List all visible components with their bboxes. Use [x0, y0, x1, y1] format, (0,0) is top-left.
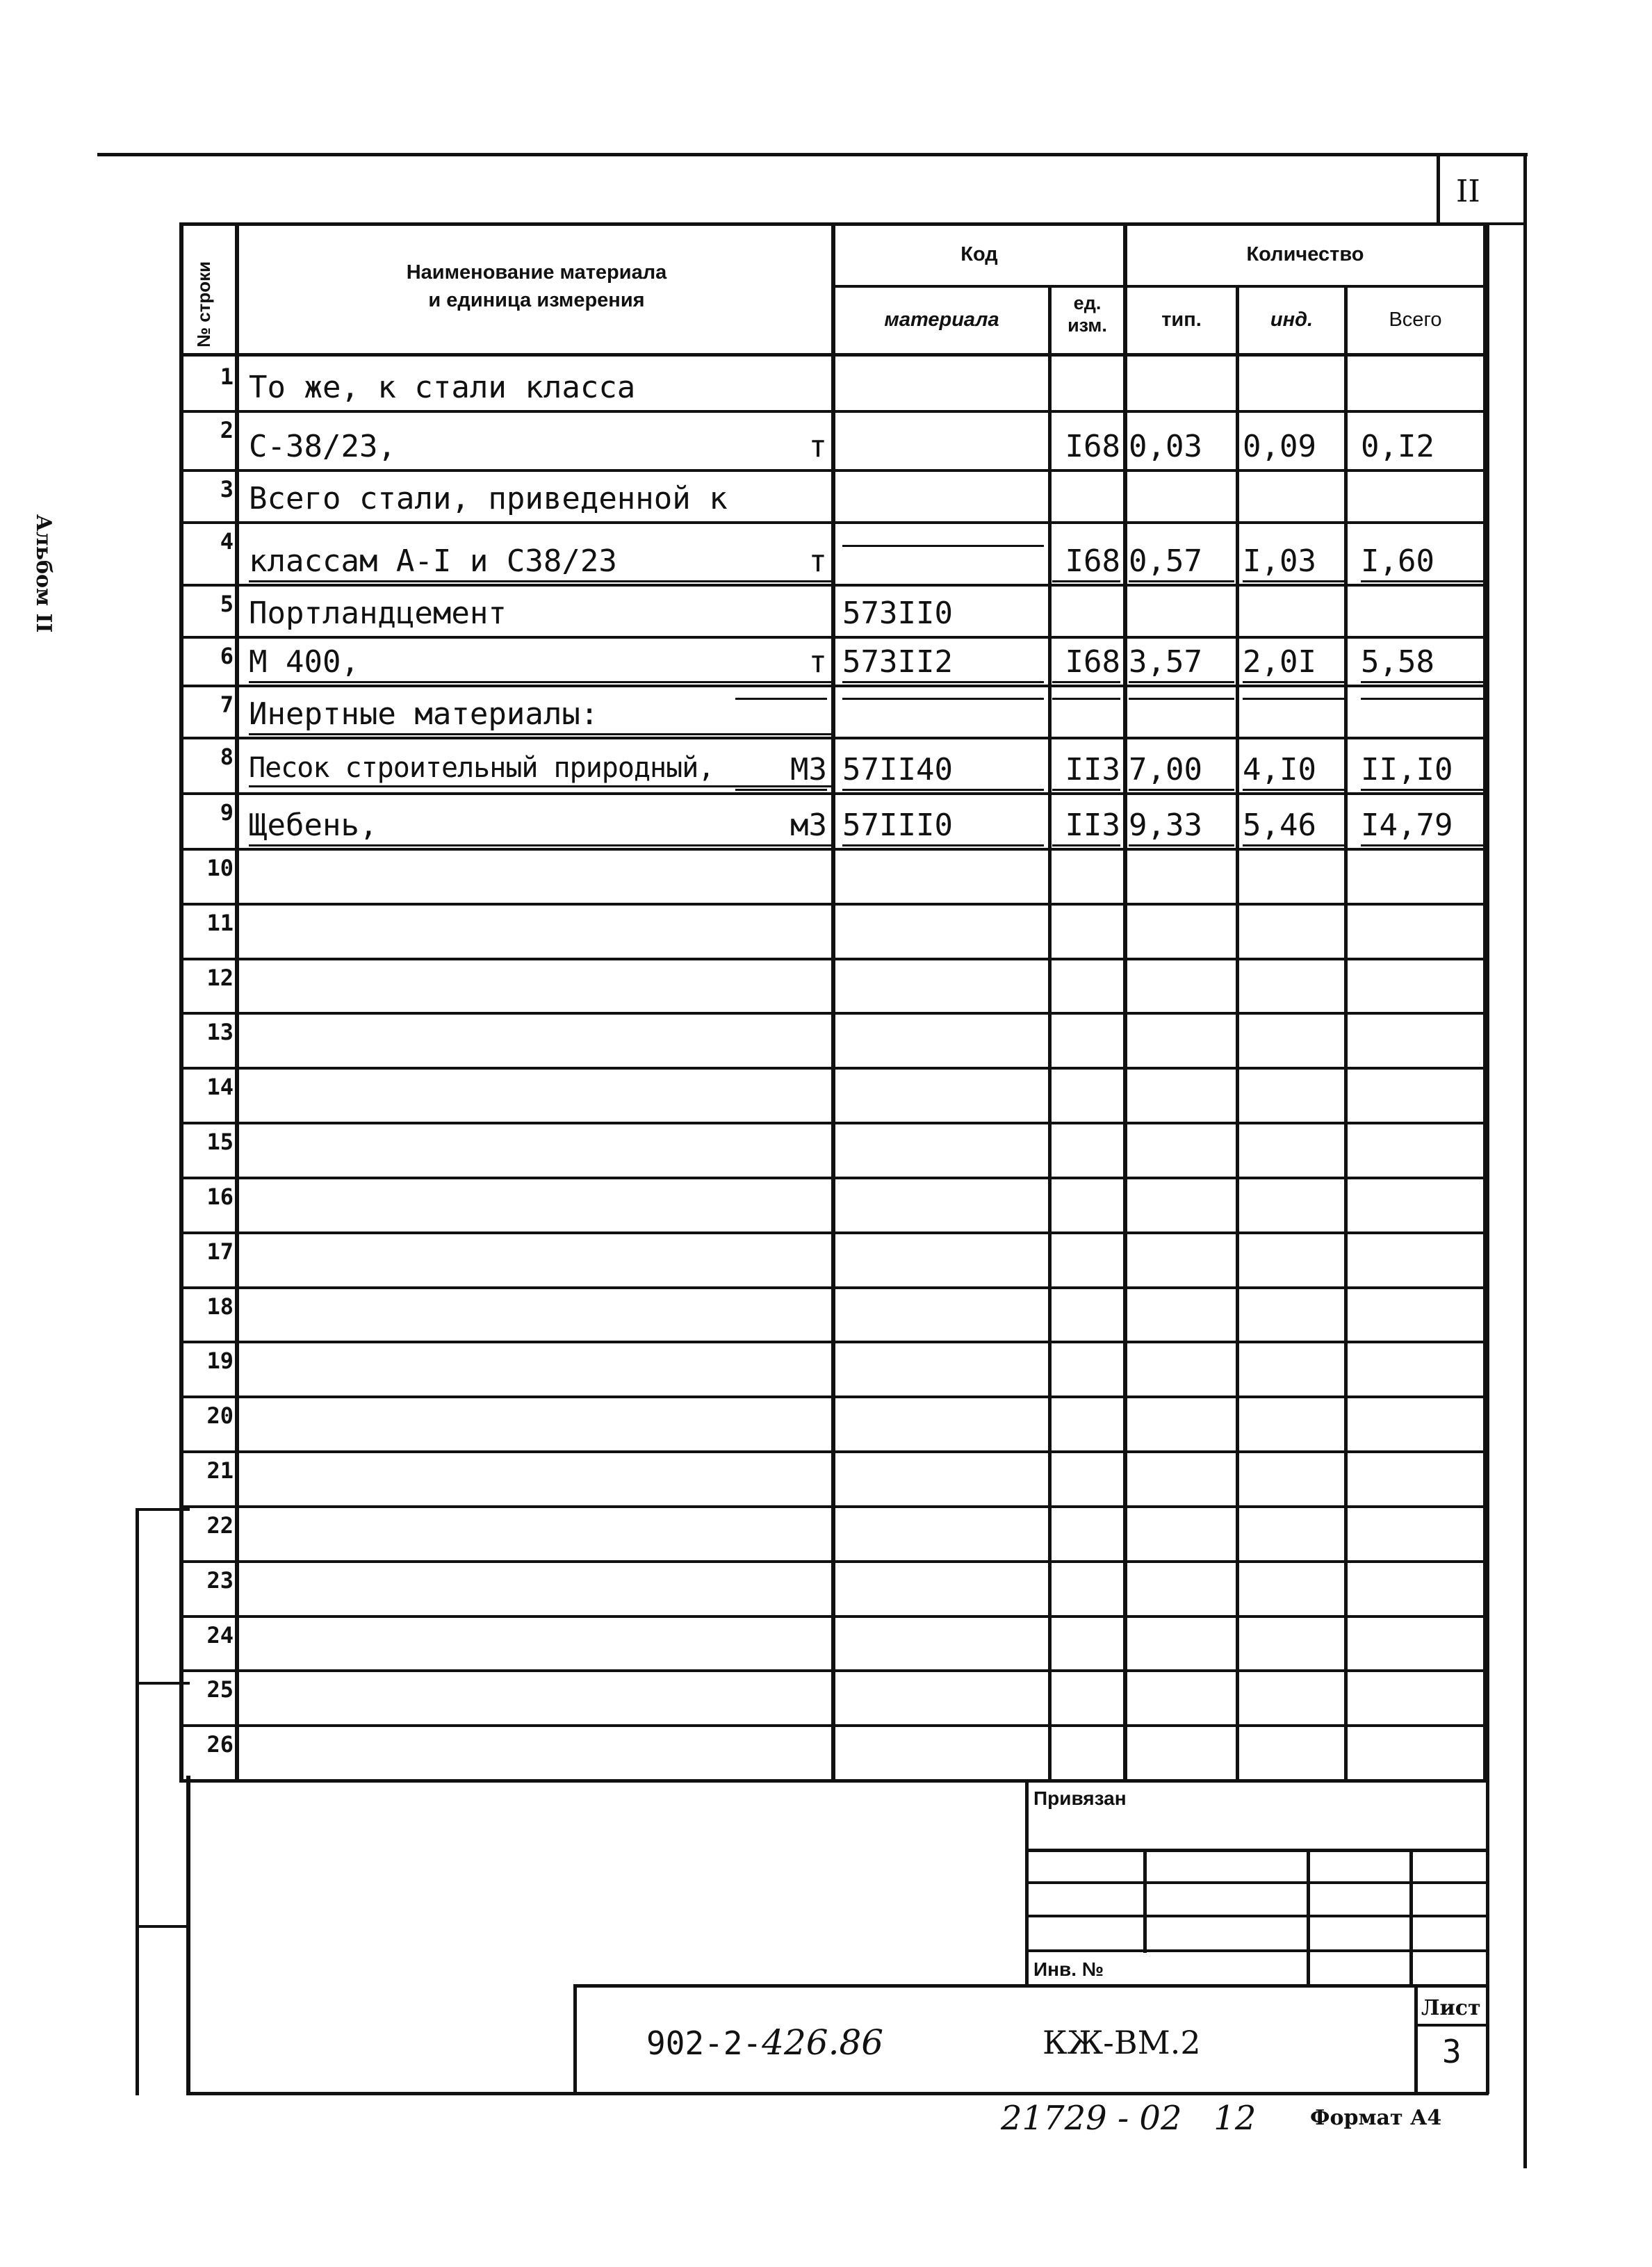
row-separator	[179, 1560, 1487, 1563]
material-name: Всего стали, приведенной к	[249, 481, 728, 516]
row-separator	[179, 584, 1487, 587]
stamp-v-line-1	[1143, 1849, 1147, 1953]
qty-typical: 0,57	[1129, 543, 1234, 582]
row-separator	[179, 1341, 1487, 1343]
unit-code: II3	[1052, 808, 1120, 846]
side-album-label: Альбом II	[31, 514, 56, 633]
row-number: 26	[206, 1731, 234, 1758]
qty-typical: 0,03	[1129, 429, 1202, 464]
qty-individual: 5,46	[1243, 808, 1344, 846]
row-number: 5	[220, 591, 234, 617]
row-number: 22	[206, 1512, 234, 1539]
row-number: 12	[206, 965, 234, 991]
material-name: То же, к стали класса	[249, 370, 636, 405]
row-separator	[179, 410, 1487, 413]
header-subline	[831, 285, 1487, 288]
doc-number-printed: 902-2-	[646, 2024, 762, 2062]
unit-of-measure: т	[808, 429, 827, 464]
row-number: 24	[206, 1622, 234, 1648]
header-code-material: материала	[884, 309, 999, 331]
doc-number	[646, 2022, 883, 2063]
row-number: 4	[220, 528, 234, 555]
row-separator	[179, 903, 1487, 906]
outer-right-border	[1523, 153, 1527, 2168]
row-separator	[179, 1177, 1487, 1179]
material-code: 573II0	[842, 596, 953, 631]
qty-total: I,60	[1361, 543, 1483, 582]
row-separator	[179, 521, 1487, 524]
qty-total: I4,79	[1361, 808, 1483, 846]
top-border-line	[97, 153, 1528, 156]
header-quantity: Количество	[1246, 243, 1364, 265]
col-line-material	[1048, 286, 1052, 1783]
unit-of-measure: т	[735, 543, 827, 582]
qty-individual: 4,I0	[1243, 752, 1344, 791]
qty-individual: I,03	[1243, 543, 1344, 582]
material-name: классам А-I и С38/23	[249, 543, 833, 582]
row-separator	[179, 1450, 1487, 1453]
row-separator	[179, 958, 1487, 960]
row-separator	[179, 1669, 1487, 1672]
row-separator	[179, 1122, 1487, 1124]
title-block-left	[573, 1984, 577, 2095]
unit-of-measure: т	[735, 644, 827, 683]
stamp-v-line-2	[1307, 1849, 1310, 1988]
stamp-top-line	[186, 1779, 1489, 1783]
row-number: 20	[206, 1402, 234, 1429]
footer-format: Формат А4	[1310, 2106, 1442, 2130]
row-number: 8	[220, 744, 234, 770]
header-row-no: № строки	[193, 261, 214, 347]
header-name: Наименование материала и единица измерения	[406, 261, 667, 311]
sheet-box-left	[1437, 153, 1440, 225]
row-number: 18	[206, 1293, 234, 1320]
row-number: 10	[206, 855, 234, 881]
qty-typical: 9,33	[1129, 808, 1234, 846]
row-separator	[179, 685, 1487, 687]
unit-of-measure: М3	[735, 752, 827, 791]
unit-of-measure	[735, 696, 827, 700]
row-number: 25	[206, 1676, 234, 1703]
row-number: 2	[220, 417, 234, 443]
sheet-label: Лист	[1421, 1996, 1481, 2020]
title-block-sheet-mid	[1414, 2024, 1489, 2027]
footer-handwritten-number: 21729 - 02 12	[1001, 2099, 1257, 2138]
col-line-rowno	[235, 222, 239, 1783]
row-separator	[179, 848, 1487, 851]
material-name: Портландцемент	[249, 596, 507, 631]
row-separator	[179, 636, 1487, 639]
privyazan-label: Привязан	[1033, 1787, 1127, 1809]
material-code	[842, 696, 1044, 700]
col-line-right	[1483, 222, 1487, 1783]
row-number: 9	[220, 799, 234, 826]
row-separator	[179, 792, 1487, 795]
qty-total: 5,58	[1361, 644, 1483, 683]
row-number: 7	[220, 691, 234, 718]
col-line-left	[179, 222, 183, 1783]
material-code	[842, 543, 1044, 547]
stamp-v-line-3	[1409, 1849, 1413, 1988]
qty-typical: 3,57	[1129, 644, 1234, 683]
stamp-h-line-3	[1025, 1915, 1489, 1917]
row-number: 6	[220, 643, 234, 669]
row-separator	[179, 1286, 1487, 1289]
unit-of-measure: м3	[735, 808, 827, 846]
material-name: Песок строительный природный,	[249, 752, 833, 787]
col-line-typ	[1236, 286, 1239, 1783]
qty-total: II,I0	[1361, 752, 1483, 791]
row-number: 13	[206, 1019, 234, 1045]
row-number: 16	[206, 1184, 234, 1210]
stamp-h-line-2	[1025, 1881, 1489, 1884]
unit-code: I68	[1052, 644, 1120, 683]
header-code: Код	[960, 243, 998, 265]
qty-typical	[1129, 696, 1234, 700]
title-block-sheet-left	[1414, 1984, 1418, 2095]
row-separator	[179, 1396, 1487, 1398]
table-top-line	[179, 222, 1487, 226]
sheet-value: 3	[1442, 2033, 1462, 2070]
qty-individual: 0,09	[1243, 429, 1316, 464]
header-qty-total: Всего	[1389, 309, 1442, 331]
left-strip-line-3	[136, 1925, 190, 1928]
header-qty-ind: инд.	[1270, 309, 1314, 331]
unit-code: I68	[1052, 543, 1120, 582]
sheet-number: II	[1456, 174, 1480, 209]
unit-code: II3	[1052, 752, 1120, 791]
row-number: 19	[206, 1348, 234, 1374]
qty-typical: 7,00	[1129, 752, 1234, 791]
row-separator	[179, 1615, 1487, 1618]
row-separator	[179, 1231, 1487, 1234]
row-separator	[179, 1724, 1487, 1727]
unit-code: I68	[1065, 429, 1120, 464]
row-separator	[179, 1012, 1487, 1015]
row-separator	[179, 1067, 1487, 1070]
header-qty-typ: тип.	[1161, 309, 1202, 331]
qty-total	[1361, 696, 1483, 700]
stamp-h-line-1	[1025, 1849, 1489, 1852]
row-separator	[179, 469, 1487, 472]
qty-total: 0,I2	[1361, 429, 1434, 464]
header-code-unit: ед. изм.	[1068, 293, 1107, 336]
material-name: М 400,	[249, 644, 833, 683]
material-code: 57II40	[842, 752, 1044, 791]
material-code: 573II2	[842, 644, 1044, 683]
stamp-h-line-4	[1025, 1949, 1489, 1952]
row-number: 1	[220, 363, 234, 390]
unit-code	[1052, 696, 1120, 700]
row-number: 11	[206, 910, 234, 936]
frame-left-border	[186, 1776, 190, 2095]
row-separator	[179, 1505, 1487, 1508]
row-separator	[179, 737, 1487, 739]
col-line-unit	[1123, 222, 1127, 1783]
left-strip-outer	[136, 1508, 139, 2095]
title-block-top	[573, 1984, 1489, 1988]
row-number: 3	[220, 476, 234, 502]
material-name: С-38/23,	[249, 429, 396, 464]
row-number: 17	[206, 1238, 234, 1265]
row-number: 14	[206, 1074, 234, 1100]
qty-individual: 2,0I	[1243, 644, 1344, 683]
frame-bottom-border	[186, 2092, 1489, 2095]
doc-mark: КЖ-ВМ.2	[1042, 2024, 1201, 2061]
row-number: 15	[206, 1129, 234, 1155]
material-code: 57III0	[842, 808, 1044, 846]
row-number: 21	[206, 1457, 234, 1484]
qty-individual	[1243, 696, 1344, 700]
header-bottom-line	[179, 353, 1487, 357]
material-name: Инертные материалы:	[249, 696, 833, 735]
material-name: Щебень,	[249, 808, 833, 846]
doc-number-handwritten: 426.86	[762, 2022, 884, 2063]
inv-no-label: Инв. №	[1033, 1958, 1104, 1980]
row-number: 23	[206, 1567, 234, 1594]
materials-table	[179, 222, 1487, 1783]
col-line-ind	[1344, 286, 1348, 1783]
